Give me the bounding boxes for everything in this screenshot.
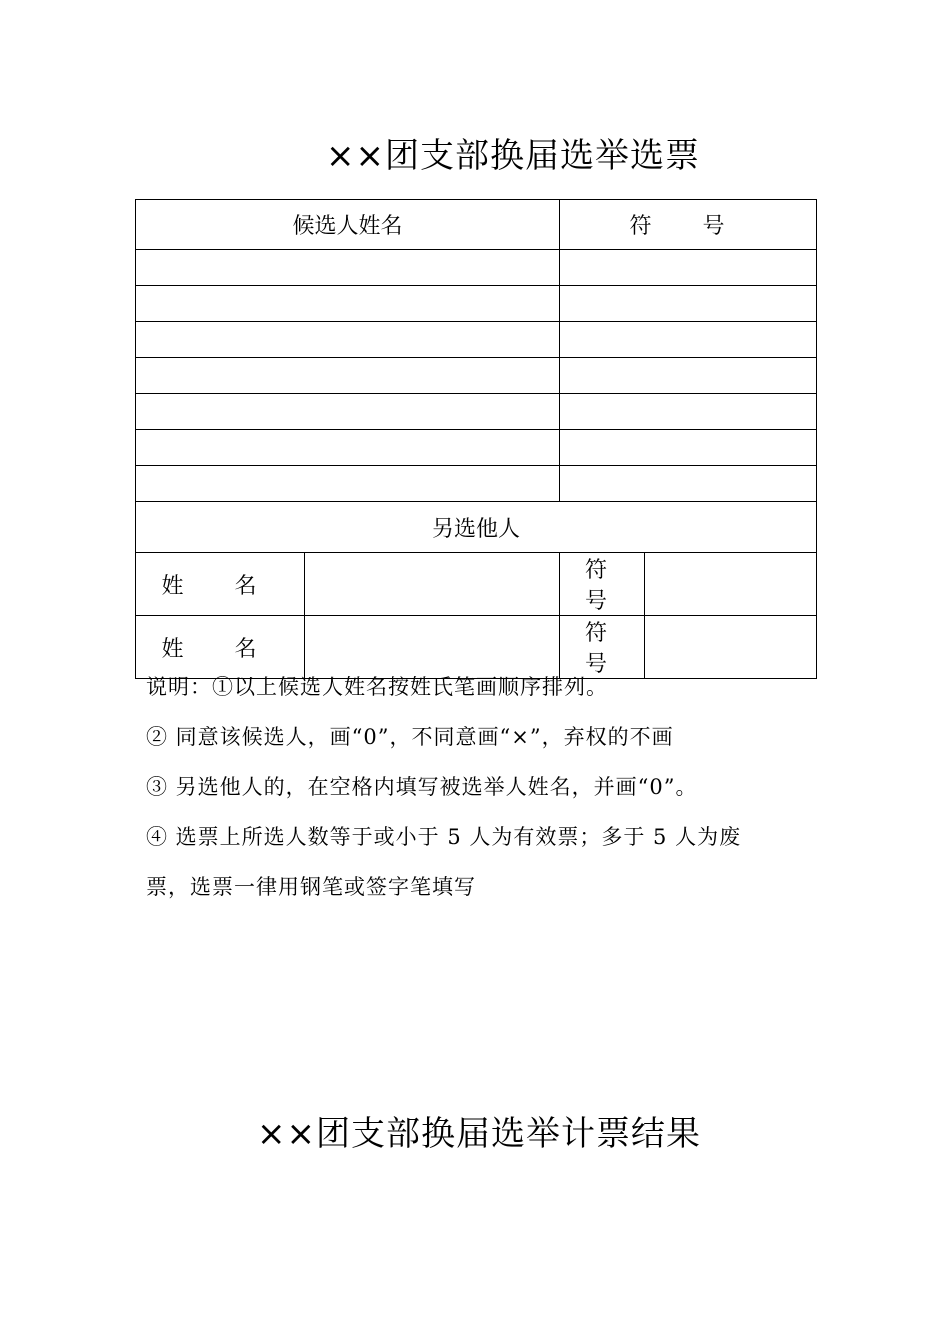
write-in-symbol-label: 符 号 xyxy=(560,616,645,679)
candidate-row xyxy=(136,394,817,430)
candidate-symbol-cell[interactable] xyxy=(560,250,817,286)
candidate-symbol-cell[interactable] xyxy=(560,466,817,502)
write-in-symbol-field[interactable] xyxy=(645,553,817,616)
other-candidate-section-row xyxy=(136,502,817,553)
candidate-row xyxy=(136,466,817,502)
candidate-name-cell[interactable] xyxy=(136,430,560,466)
candidate-row xyxy=(136,358,817,394)
candidate-symbol-cell[interactable] xyxy=(560,286,817,322)
write-in-row xyxy=(136,553,817,616)
write-in-symbol-label: 符 号 xyxy=(560,553,645,616)
candidate-name-cell[interactable] xyxy=(136,358,560,394)
candidate-name-cell[interactable] xyxy=(136,322,560,358)
other-candidate-heading: 另选他人 xyxy=(136,502,817,553)
ballot-title: ××团支部换届选举选票 xyxy=(326,136,700,176)
candidate-row xyxy=(136,322,817,358)
candidate-name-cell[interactable] xyxy=(136,286,560,322)
candidate-symbol-cell[interactable] xyxy=(560,322,817,358)
candidate-row xyxy=(136,430,817,466)
note-line: 票，选票一律用钢笔或签字笔填写 xyxy=(146,875,476,899)
candidate-symbol-cell[interactable] xyxy=(560,394,817,430)
note-line: ② 同意该候选人，画“0”，不同意画“×”，弃权的不画 xyxy=(146,725,674,749)
write-in-name-label: 姓 名 xyxy=(136,553,305,616)
candidate-name-cell[interactable] xyxy=(136,394,560,430)
note-line: ③ 另选他人的，在空格内填写被选举人姓名，并画“0”。 xyxy=(146,775,698,799)
ballot-notes xyxy=(146,662,816,912)
note-line: 说明：①以上候选人姓名按姓氏笔画顺序排列。 xyxy=(146,675,608,699)
candidate-row xyxy=(136,250,817,286)
symbol-header: 符 号 xyxy=(560,200,817,250)
ballot-header-row xyxy=(136,200,817,250)
ballot-table xyxy=(135,199,817,679)
note-line: ④ 选票上所选人数等于或小于 5 人为有效票；多于 5 人为废 xyxy=(146,825,742,849)
candidate-name-cell[interactable] xyxy=(136,466,560,502)
candidate-symbol-cell[interactable] xyxy=(560,358,817,394)
count-result-title: ××团支部换届选举计票结果 xyxy=(257,1114,701,1154)
candidate-symbol-cell[interactable] xyxy=(560,430,817,466)
candidate-name-header: 候选人姓名 xyxy=(136,200,560,250)
write-in-name-field[interactable] xyxy=(305,553,560,616)
write-in-name-label: 姓 名 xyxy=(136,616,305,679)
candidate-name-cell[interactable] xyxy=(136,250,560,286)
candidate-row xyxy=(136,286,817,322)
